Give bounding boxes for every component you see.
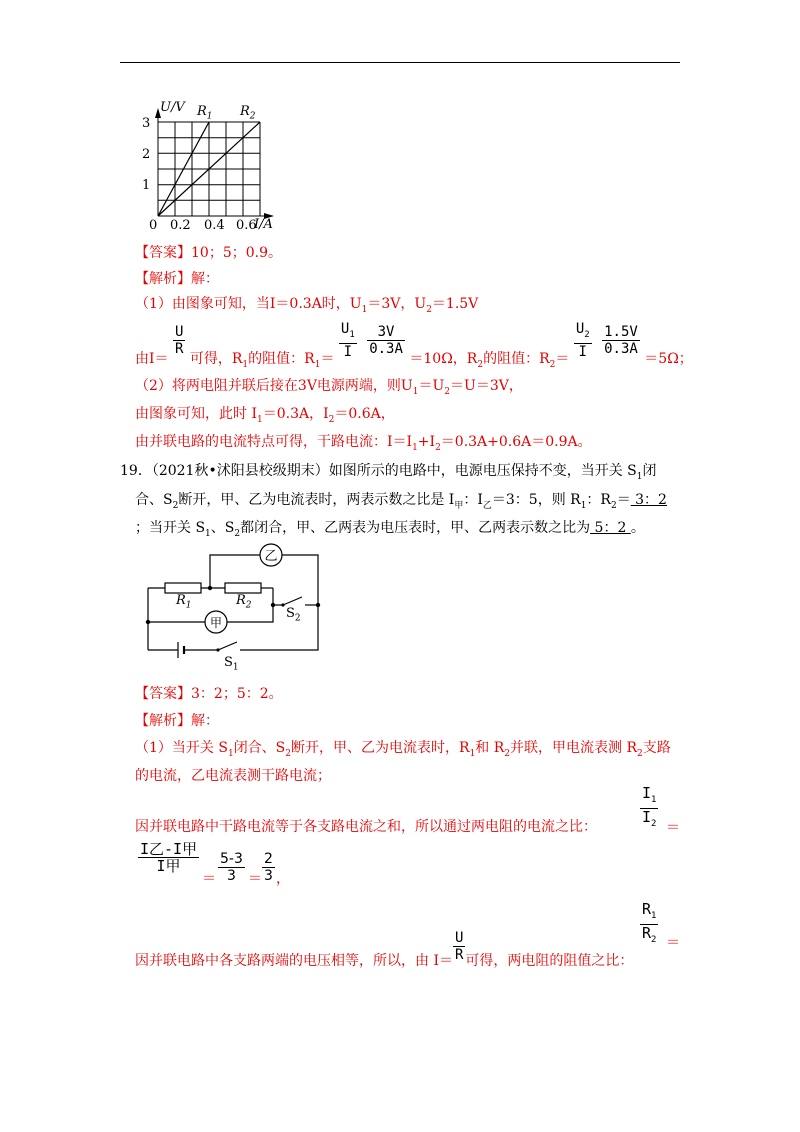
line-label-r2: $R_2$ <box>240 104 256 122</box>
q18-line1: （1）由图象可知，当I＝0.3A时，$U_1=3V$，$U_2=1.5V$ <box>135 296 479 315</box>
q19-stem-line2: 合、$S_2$断开，甲、乙为电流表时，两表示数之比是 $I_甲$：$I_乙=3$：5，则 $R_1$：$R_2= 3$：2 <box>135 492 667 511</box>
y-axis-label: U/V <box>160 100 185 115</box>
graph-grid <box>158 122 268 216</box>
q19-eq3: ＝ <box>248 871 262 887</box>
q19-blank2: 5：2 <box>590 520 631 536</box>
line-label-r1: $R_1$ <box>197 104 213 122</box>
frac-iyi-ijia: I乙-I甲 I甲 <box>140 840 198 875</box>
y-tick-1: 1 <box>142 178 151 193</box>
q19-analysis: 【解析】解： <box>135 713 219 729</box>
q19-eq2: ＝ <box>202 871 216 887</box>
meter-jia-label: 甲 <box>209 616 223 630</box>
circuit-label-s1: $S_1$ <box>224 655 239 673</box>
frac-5-3: $\frac{5-3}{3}$ <box>220 851 243 884</box>
frac-2-3: $\frac{2}{3}$ <box>264 851 273 884</box>
x-axis-label: I/A <box>254 217 273 232</box>
resistor-r1 <box>165 583 201 593</box>
q19-a3: 因并联电路中干路电流等于各支路电流之和，所以通过两电阻的电流之比： <box>135 819 597 835</box>
frac-i1-i2: $\frac{I_1}{I_2}$ <box>642 784 657 829</box>
y-tick-3: 3 <box>142 116 151 131</box>
x-tick-02: 0.2 <box>170 218 191 233</box>
q19-eq4: ＝ <box>666 935 680 951</box>
x-tick-0: 0 <box>149 218 158 233</box>
resistor-r2 <box>225 583 261 593</box>
q18-line3: （2）将两电阻并联后接在3V电源两端，则$U_1=U_2=U=3V$， <box>135 378 523 397</box>
x-tick-04: 0.4 <box>204 218 225 233</box>
circuit-label-r1: $R_1$ <box>176 593 192 611</box>
switch-s1 <box>218 642 237 650</box>
q19-stem-line3: ；当开关 $S_1$、$S_2$都闭合，甲、乙两表为电压表时，甲、乙两表示数之比为 5：2 。 <box>135 520 645 539</box>
q18-line4: 由图象可知，此时 $I_1=0.3A$，$I_2=0.6A$， <box>135 406 395 425</box>
q19-answer: 【答案】3：2；5：2。 <box>135 686 283 702</box>
q18-answer: 【答案】10；5；0.9。 <box>135 245 282 261</box>
circuit-diagram <box>140 538 330 670</box>
q19-a2: 的电流，乙电流表测干路电流； <box>135 768 331 784</box>
q19-comma: ， <box>276 871 290 887</box>
q19-blank1: 3：2 <box>630 492 667 508</box>
header-rule <box>120 62 680 63</box>
y-tick-2: 2 <box>142 147 151 162</box>
q19-eq1: ＝ <box>666 820 680 836</box>
circuit-label-s2: $S_2$ <box>286 606 301 624</box>
circuit-label-r2: $R_2$ <box>236 593 252 611</box>
q18-line5: 由并联电路的电流特点可得，干路电流：$I=I_1+I_2=0.3A+0.6A=0.9A$。 <box>135 434 592 453</box>
frac-r1-r2: $\frac{R_1}{R_2}$ <box>642 900 657 945</box>
meter-yi-label: 乙 <box>264 549 278 564</box>
q18-analysis: 【解析】解： <box>135 271 219 287</box>
x-tick-06: 0.6 <box>236 218 257 233</box>
switch-s2 <box>283 597 302 605</box>
q19-stem-line1: 19．（2021秋•沭阳县校级期末）如图所示的电路中，电源电压保持不变，当开关 $S_1$闭 <box>120 463 657 482</box>
q19-a5: 因并联电路中各支路两端的电压相等，所以，由 I＝ $\frac{U}{R}$ 可得，两电阻的阻值之比： <box>135 930 634 969</box>
q19-a1: （1）当开关 $S_1$闭合、$S_2$断开，甲、乙为电流表时，$R_1$和 $R_2$并联，甲电流表测 $R_2$支路 <box>135 740 671 759</box>
q18-line2: 由I＝ $\frac{U}{R}$ 可得，$R_1$的阻值：$R_1=$ $\frac{U_1}{I}$ $\frac{3V}{0.3A}$ ＝10Ω，$R_2$的阻值：$R_2=$ $\frac{U_2}{I}$ $\frac{1.5V}{0.3A}$ ＝5Ω； <box>135 321 693 370</box>
